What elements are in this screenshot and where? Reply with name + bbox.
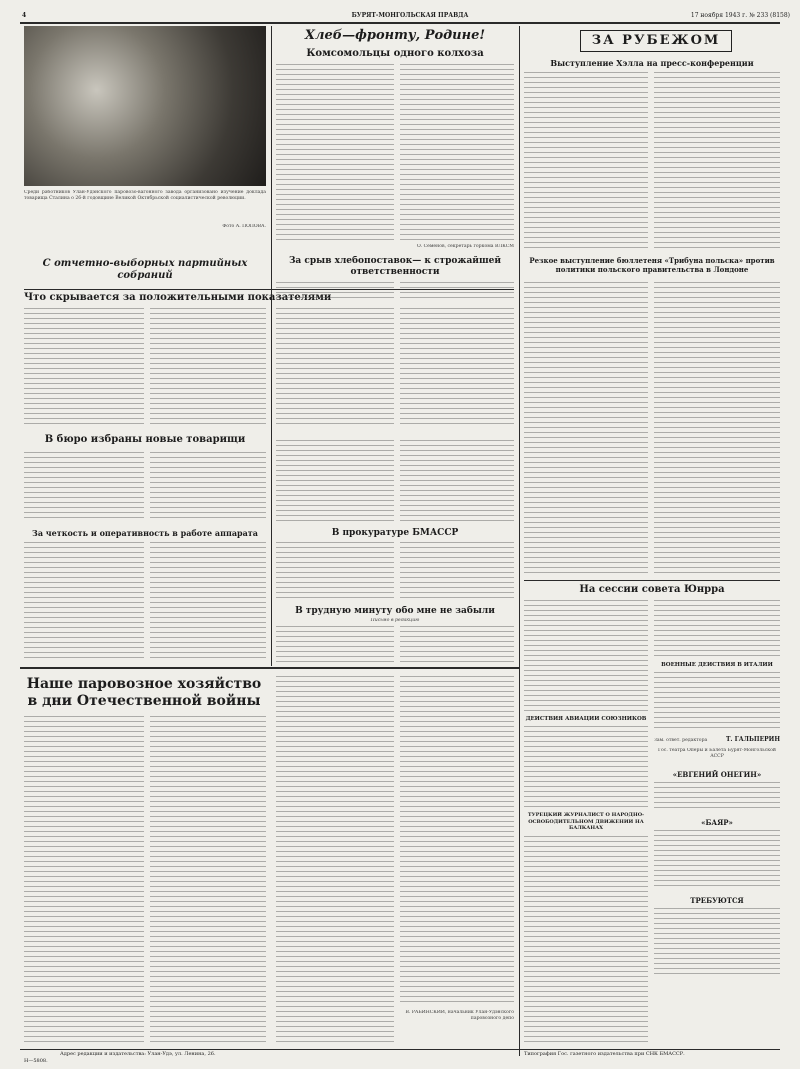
paper-name: БУРЯТ-МОНГОЛЬСКАЯ ПРАВДА xyxy=(351,12,469,19)
turkish-text xyxy=(524,836,648,1046)
page-number: 4 xyxy=(22,12,27,19)
what-hides-headline: Что скрывается за положительными показателями xyxy=(24,292,332,303)
editor-label: Зам. ответ. редактора xyxy=(654,738,708,743)
bread-headline: Хлеб—фронту, Родине! xyxy=(304,28,486,43)
kolkhoz-subhead: Комсомольцы одного колхоза xyxy=(306,48,484,59)
kolkhoz-signature: О. Семенов, секретарь горкома ВЛКСМ xyxy=(416,244,514,249)
hard-minute-headline: В трудную минуту обо мне не забыли xyxy=(295,606,495,616)
unrra-text-2 xyxy=(654,600,780,656)
new-comrades-text-1 xyxy=(24,452,144,522)
kolkhoz-text-2 xyxy=(400,64,514,242)
hard-minute-text-1 xyxy=(276,626,394,664)
hall-press-headline: Выступление Хэлла на пресс-конференции xyxy=(550,58,754,68)
polish-text-1 xyxy=(524,282,648,576)
unrra-text-1 xyxy=(524,600,648,712)
play-onegin: «ЕВГЕНИЙ ОНЕГИН» xyxy=(672,770,762,779)
hall-text-1 xyxy=(524,72,648,250)
italy-text xyxy=(654,672,780,732)
loco-text-2 xyxy=(150,716,266,1046)
abroad-header: ЗА РУБЕЖОМ xyxy=(580,30,732,52)
hall-text-2 xyxy=(654,72,780,250)
left-text-3 xyxy=(276,308,394,428)
mid-text-b xyxy=(400,440,514,522)
theatre-text-1 xyxy=(654,782,780,812)
grain-text-2 xyxy=(400,282,514,302)
required-header: ТРЕБУЮТСЯ xyxy=(690,896,744,905)
masthead-rule xyxy=(20,22,780,24)
prosecutor-headline: В прокуратуре БМАССР xyxy=(331,528,459,538)
hard-minute-sub: Письмо в редакцию xyxy=(370,618,420,623)
left-text-2 xyxy=(150,308,266,428)
footer-address: Адрес редакции и издательства: Улан-Удэ, ул. Ленина, 26. xyxy=(60,1051,216,1057)
footer-rule xyxy=(20,1049,780,1050)
aviation-text xyxy=(524,726,648,808)
polish-gov-headline: Резкое выступление бюллетеня «Трибуна польска» против политики польского правительства в Лондоне xyxy=(529,256,775,274)
clarity-text-1 xyxy=(24,542,144,662)
bottom-top-rule xyxy=(20,667,520,669)
kolkhoz-text-1 xyxy=(276,64,394,242)
new-comrades-headline: В бюро избраны новые товарищи xyxy=(44,434,246,445)
required-text xyxy=(654,908,780,978)
unrra-rule xyxy=(524,580,780,581)
footer-print: Типография Гос. газетного издательства при СНК БМАССР. xyxy=(524,1051,685,1057)
left-text-4 xyxy=(400,308,514,428)
grain-headline: За срыв хлебопоставок— к строжайшей ответственности xyxy=(288,256,502,277)
loco-signature: В. РАБИНСКИЙ, начальник Улан-Удэнского паровозного депо xyxy=(405,1010,514,1021)
locomotive-headline: Наше паровозное хозяйство в дни Отечественной войны xyxy=(26,676,262,709)
footer-order: Н—5808. xyxy=(24,1058,48,1064)
italy-headline: ВОЕННЫЕ ДЕЙСТВИЯ В ИТАЛИИ xyxy=(661,662,773,668)
editor-name: Т. ГАЛЬПЕРИН xyxy=(725,736,780,743)
col-rule-1 xyxy=(271,26,272,666)
new-comrades-text-2 xyxy=(150,452,266,522)
left-text-1 xyxy=(24,308,144,428)
loco-text-3 xyxy=(276,676,394,1046)
theatre-text-2 xyxy=(654,830,780,890)
photo-caption: Среди работников Улан-Удэнского паровозо-вагонного завода организовано изучение доклада товарища Сталина о 26-й годовщине Великой Октябрьской социалистической революции. xyxy=(24,190,266,201)
polish-text-2 xyxy=(654,282,780,576)
loco-text-1 xyxy=(24,716,144,1046)
theatre-name: Гос. театра Оперы и Балета Бурят-Монгольской АССР xyxy=(657,748,776,759)
photo-credit: Фото А. ПОПОВА. xyxy=(222,224,266,229)
clarity-text-2 xyxy=(150,542,266,662)
prosecutor-text-2 xyxy=(400,542,514,602)
prosecutor-text-1 xyxy=(276,542,394,602)
issue-date: 17 ноября 1943 г. № 233 (8158) xyxy=(690,12,790,19)
clarity-headline: За четкость и оперативность в работе аппарата xyxy=(32,528,258,538)
mid-text-a xyxy=(276,440,394,522)
play-bayar: «БАЯР» xyxy=(701,818,733,827)
workers-photo xyxy=(24,26,266,186)
allied-aviation-headline: ДЕЙСТВИЯ АВИАЦИИ СОЮЗНИКОВ xyxy=(525,716,647,722)
hard-minute-text-2 xyxy=(400,626,514,664)
party-meetings-header: С отчетно-выборных партийных собраний xyxy=(42,258,248,281)
unrra-headline: На сессии совета Юнрра xyxy=(579,584,725,595)
loco-text-4 xyxy=(400,676,514,1006)
grain-text-1 xyxy=(276,282,394,302)
col-rule-2 xyxy=(519,26,520,1056)
turkish-headline: ТУРЕЦКИЙ ЖУРНАЛИСТ О НАРОДНО-ОСВОБОДИТЕЛЬНОМ ДВИЖЕНИИ НА БАЛКАНАХ xyxy=(527,812,645,831)
